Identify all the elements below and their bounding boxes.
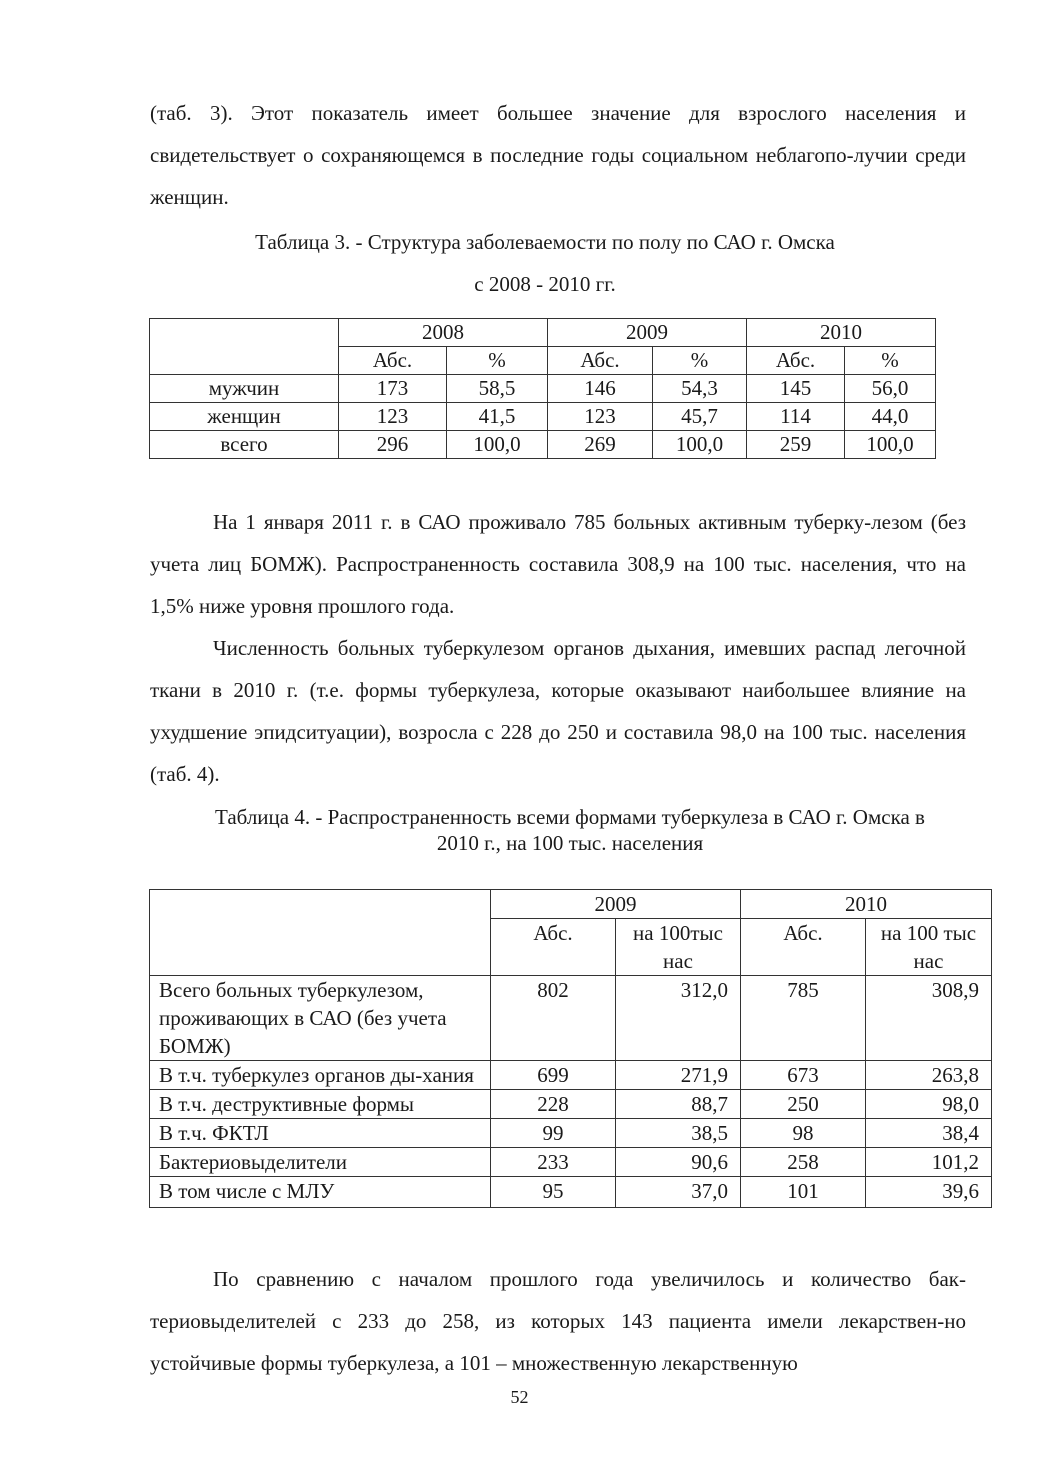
table-cell: 98,0 xyxy=(866,1090,992,1119)
table-cell: 785 xyxy=(741,976,866,1061)
table-cell: 56,0 xyxy=(845,375,936,403)
table-cell: 39,6 xyxy=(866,1177,992,1208)
table-cell: 90,6 xyxy=(616,1148,741,1177)
row-label: Всего больных туберкулезом, проживающих в САО (без учета БОМЖ) xyxy=(150,976,491,1061)
table-cell: 100,0 xyxy=(845,431,936,459)
row-label: В т.ч. деструктивные формы xyxy=(150,1090,491,1119)
table-cell: 45,7 xyxy=(653,403,747,431)
table-row xyxy=(150,1148,992,1177)
table-cell: 123 xyxy=(339,403,447,431)
table-cell: 114 xyxy=(747,403,845,431)
table-cell: 259 xyxy=(747,431,845,459)
column-subheader: Абс. xyxy=(491,919,616,976)
table-cell: 100,0 xyxy=(447,431,548,459)
row-label: В том числе с МЛУ xyxy=(150,1177,491,1208)
year-header: 2010 xyxy=(747,319,936,347)
table-header-row xyxy=(150,319,936,347)
tuberculosis-prevalence-table xyxy=(149,889,992,1208)
table-cell: 269 xyxy=(548,431,653,459)
table-cell: 98 xyxy=(741,1119,866,1148)
row-label: мужчин xyxy=(150,375,339,403)
row-label: Бактериовыделители xyxy=(150,1148,491,1177)
column-subheader: Абс. xyxy=(747,347,845,375)
column-subheader: Абс. xyxy=(548,347,653,375)
table4-caption-line2: 2010 г., на 100 тыс. населения xyxy=(436,831,704,855)
column-subheader: на 100 тыс нас xyxy=(866,919,992,976)
column-subheader: на 100тыс нас xyxy=(616,919,741,976)
table-row xyxy=(150,1177,992,1208)
table-cell: 802 xyxy=(491,976,616,1061)
paragraph-prevalence: На 1 января 2011 г. в САО проживало 785 больных активным туберку-лезом (без учета лиц БОМЖ). Распространенность составила 308,9 на 100 тыс. населения, что на 1,5% ниже уровня прошлого года. xyxy=(150,510,966,618)
column-subheader: Абс. xyxy=(339,347,447,375)
table-cell: 88,7 xyxy=(616,1090,741,1119)
row-label: В т.ч. ФКТЛ xyxy=(150,1119,491,1148)
table-cell: 233 xyxy=(491,1148,616,1177)
table-header-row xyxy=(150,890,992,919)
table4-caption-line1: Таблица 4. - Распространенность всеми формами туберкулеза в САО г. Омска в xyxy=(215,805,925,829)
table-cell: 308,9 xyxy=(866,976,992,1061)
table-cell: 296 xyxy=(339,431,447,459)
table-row xyxy=(150,375,936,403)
table-cell: 100,0 xyxy=(653,431,747,459)
table-cell: 95 xyxy=(491,1177,616,1208)
table-cell: 146 xyxy=(548,375,653,403)
table-cell: 58,5 xyxy=(447,375,548,403)
table-cell: 258 xyxy=(741,1148,866,1177)
table-row xyxy=(150,976,992,1061)
table-row xyxy=(150,403,936,431)
table-row xyxy=(150,1061,992,1090)
year-header: 2009 xyxy=(491,890,741,919)
column-subheader: % xyxy=(653,347,747,375)
table3-caption-line2: с 2008 - 2010 гг. xyxy=(474,272,616,296)
table-cell: 41,5 xyxy=(447,403,548,431)
table-cell: 101,2 xyxy=(866,1148,992,1177)
table-row xyxy=(150,431,936,459)
table-cell: 38,5 xyxy=(616,1119,741,1148)
table-cell: 250 xyxy=(741,1090,866,1119)
table-cell: 699 xyxy=(491,1061,616,1090)
table-cell: 101 xyxy=(741,1177,866,1208)
row-label: женщин xyxy=(150,403,339,431)
table-cell: 271,9 xyxy=(616,1061,741,1090)
table-cell: 173 xyxy=(339,375,447,403)
table-row xyxy=(150,1090,992,1119)
column-subheader: Абс. xyxy=(741,919,866,976)
table-cell: 37,0 xyxy=(616,1177,741,1208)
year-header: 2010 xyxy=(741,890,992,919)
row-label: В т.ч. туберкулез органов ды-хания xyxy=(150,1061,491,1090)
gender-structure-table xyxy=(149,318,936,459)
table-cell: 99 xyxy=(491,1119,616,1148)
paragraph-bacterial-excretors: По сравнению с началом прошлого года увеличилось и количество бак-териовыделителей с 233 до 258, из которых 143 пациента имели лекарствен-но устойчивые формы туберкулеза, а 101 – множественную лекарственную xyxy=(150,1267,966,1375)
table-cell: 54,3 xyxy=(653,375,747,403)
table-cell: 228 xyxy=(491,1090,616,1119)
table-corner-cell xyxy=(150,890,491,976)
paragraph-destructive-forms: Численность больных туберкулезом органов дыхания, имевших распад легочной ткани в 2010 г. (т.е. формы туберкулеза, которые оказывают наибольшее влияние на ухудшение эпидситуации), возросла с 228 до 250 и составила 98,0 на 100 тыс. населения (таб. 4). xyxy=(150,636,966,786)
table-cell: 145 xyxy=(747,375,845,403)
row-label: всего xyxy=(150,431,339,459)
table-cell: 38,4 xyxy=(866,1119,992,1148)
table-cell: 263,8 xyxy=(866,1061,992,1090)
table-corner-cell xyxy=(150,319,339,375)
table-cell: 673 xyxy=(741,1061,866,1090)
column-subheader: % xyxy=(447,347,548,375)
table-cell: 123 xyxy=(548,403,653,431)
table-cell: 312,0 xyxy=(616,976,741,1061)
page-number: 52 xyxy=(510,1387,529,1407)
column-subheader: % xyxy=(845,347,936,375)
table3-caption-line1: Таблица 3. - Структура заболеваемости по полу по САО г. Омска xyxy=(255,230,835,254)
year-header: 2008 xyxy=(339,319,548,347)
paragraph-table3-intro: (таб. 3). Этот показатель имеет большее значение для взрослого населения и свидетельствует о сохраняющемся в последние годы социальном неблагопо-лучии среди женщин. xyxy=(150,101,966,209)
table-row xyxy=(150,1119,992,1148)
year-header: 2009 xyxy=(548,319,747,347)
table-cell: 44,0 xyxy=(845,403,936,431)
